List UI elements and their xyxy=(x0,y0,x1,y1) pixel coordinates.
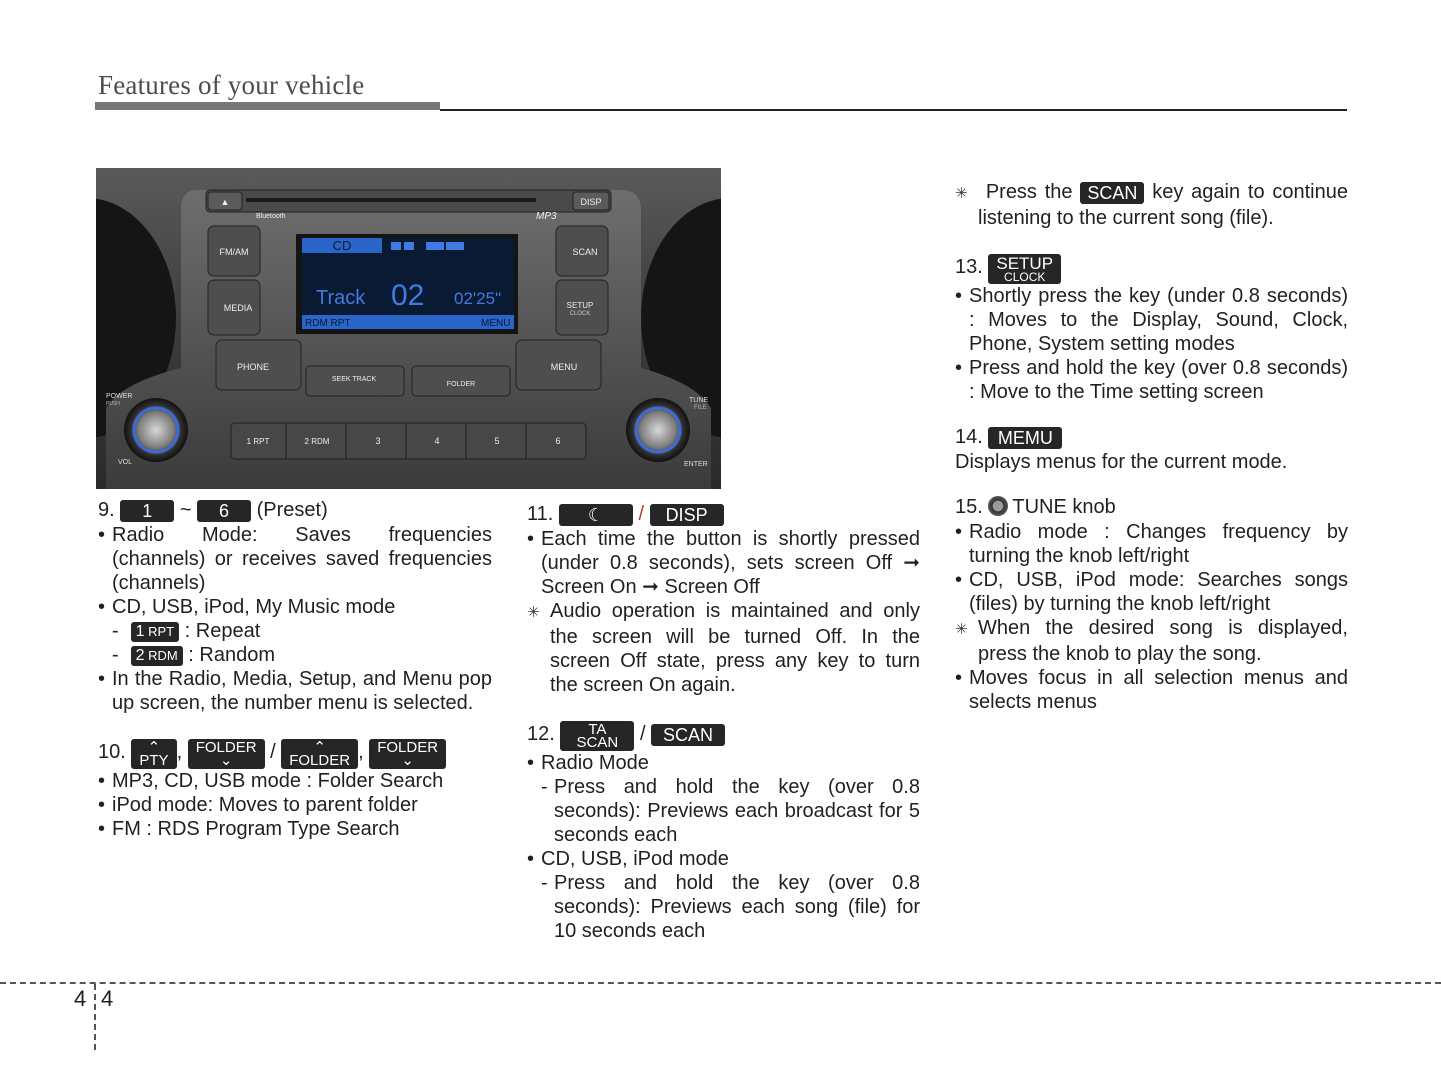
section-13-heading: 13. SETUP CLOCK xyxy=(955,250,1348,284)
folder-down-key: FOLDER ⌄ xyxy=(188,739,265,769)
note-press-knob: ✳ When the desired song is displayed, press the knob to play the song. xyxy=(955,616,1348,666)
vol-label: VOL xyxy=(118,459,133,466)
preset-6-key: 6 xyxy=(197,500,251,522)
disp-key: DISP xyxy=(650,504,724,526)
dash-random: - 2 RDM : Random xyxy=(98,643,492,667)
note-audio-maintained: ✳ Audio operation is maintained and only the screen will be turned Off. In the screen Off state, press any key to turn the screen On again. xyxy=(527,599,920,697)
phone-key-label: PHONE xyxy=(236,362,270,372)
setup-clock-key: SETUP CLOCK xyxy=(988,254,1061,284)
preset-5-label: 5 xyxy=(494,436,500,446)
folder-down-key-2: FOLDER ⌄ xyxy=(369,739,446,769)
disp-key-label: DISP xyxy=(580,197,602,207)
radio-head-unit-image xyxy=(96,168,721,489)
tune-knob-icon-inline xyxy=(988,496,1008,516)
menu-key-label: MENU xyxy=(550,362,578,372)
bullet-cd-usb-mode: • CD, USB, iPod, My Music mode xyxy=(98,595,492,619)
section-10-heading: 10. ⌃ PTY , FOLDER ⌄ / ⌃ FOLDER , FOLDER ⌄ xyxy=(98,735,492,769)
preset-label: (Preset) xyxy=(256,499,328,521)
mp3-logo: MP3 xyxy=(536,211,557,222)
bullet-tune-radio: • Radio mode : Changes frequency by turning the knob left/right xyxy=(955,520,1348,568)
bullet-fm-rds: • FM : RDS Program Type Search xyxy=(98,817,492,841)
file-sublabel: FILE xyxy=(694,405,707,411)
preset-6-label: 6 xyxy=(555,436,561,446)
dash-preview-song: - Press and hold the key (over 0.8 seconds): Previews each song (file) for 10 seconds each xyxy=(527,871,920,943)
page-number: 4 xyxy=(101,986,114,1011)
column-3 xyxy=(955,180,1348,714)
scan-key-inline: SCAN xyxy=(1080,182,1144,204)
page-header-title: Features of your vehicle xyxy=(98,70,365,100)
dash-preview-broadcast: - Press and hold the key (over 0.8 seconds): Previews each broadcast for 5 seconds each xyxy=(527,775,920,847)
media-key-label: MEDIA xyxy=(223,303,253,313)
section-9-heading xyxy=(98,497,492,523)
pty-up-key: ⌃ PTY xyxy=(131,739,176,769)
section-12-heading: 12. TA SCAN / SCAN xyxy=(527,717,920,751)
bullet-number-menu: • In the Radio, Media, Setup, and Menu pop up screen, the number menu is selected. xyxy=(98,667,492,715)
header-rule xyxy=(440,109,1347,111)
section-11-heading: 11. ☾ / DISP xyxy=(527,501,920,527)
clock-key-sublabel: CLOCK xyxy=(569,311,591,317)
tilde: ~ xyxy=(179,499,192,521)
note-scan-again: ✳ Press the SCAN key again to continue listening to the current song (file). xyxy=(955,180,1348,230)
push-sublabel: PUSH xyxy=(106,401,120,407)
header-bar xyxy=(95,102,440,110)
setup-key-label: SETUP xyxy=(566,301,594,310)
enter-label: ENTER xyxy=(684,461,708,468)
folder-rocker-label: FOLDER xyxy=(446,381,476,388)
preset-2-label: 2 RDM xyxy=(304,437,330,446)
footer-vertical-divider xyxy=(94,984,96,1050)
screen-bottom-left: RDM RPT xyxy=(305,318,351,329)
screen-time: 02'25" xyxy=(454,289,502,308)
bullet-screen-toggle: • Each time the button is shortly pressed (under 0.8 seconds), sets screen Off ➞ Screen On ➞ Screen Off xyxy=(527,527,920,599)
screen-bottom-right: MENU xyxy=(481,318,511,329)
random-key: 2 RDM xyxy=(131,646,183,666)
preset-1-label: 1 RPT xyxy=(246,437,270,446)
bullet-setup-hold: • Press and hold the key (over 0.8 seconds) : Move to the Time setting screen xyxy=(955,356,1348,404)
scan-key-label: SCAN xyxy=(572,247,598,257)
bullet-radio-mode-12: • Radio Mode xyxy=(527,751,920,775)
bluetooth-logo: Bluetooth xyxy=(256,213,286,220)
dash-repeat: - 1 RPT : Repeat xyxy=(98,619,492,643)
seek-track-label: SEEK TRACK xyxy=(331,376,377,383)
moon-icon: ☾ xyxy=(587,504,604,525)
section-number: 9. xyxy=(98,499,115,521)
bullet-ipod-parent: • iPod mode: Moves to parent folder xyxy=(98,793,492,817)
column-2 xyxy=(527,501,920,943)
column-1 xyxy=(98,497,492,841)
power-label: POWER xyxy=(106,393,133,400)
footer-divider xyxy=(0,982,1441,984)
section-15-heading: 15. TUNE knob xyxy=(955,496,1116,518)
folder-up-key: ⌃ FOLDER xyxy=(281,739,358,769)
ta-scan-key: TA SCAN xyxy=(560,721,634,751)
bullet-cd-usb-ipod-12: • CD, USB, iPod mode xyxy=(527,847,920,871)
preset-4-label: 4 xyxy=(434,436,440,446)
fm-am-key-label: FM/AM xyxy=(219,247,249,257)
bullet-focus-menus: • Moves focus in all selection menus and selects menus xyxy=(955,666,1348,714)
section-14-heading: 14. MEMU xyxy=(955,424,1348,450)
scan-key: SCAN xyxy=(651,724,725,746)
screen-mode-label: CD xyxy=(332,238,352,253)
menu-description: Displays menus for the current mode. xyxy=(955,451,1288,473)
bullet-setup-short: • Shortly press the key (under 0.8 seconds) : Moves to the Display, Sound, Clock, Phone, System setting modes xyxy=(955,284,1348,356)
bullet-radio-mode: • Radio Mode: Saves frequencies (channels) or receives saved frequencies (channels) xyxy=(98,523,492,595)
memu-key: MEMU xyxy=(988,427,1062,449)
preset-3-label: 3 xyxy=(375,436,381,446)
bullet-tune-cd: • CD, USB, iPod mode: Searches songs (files) by turning the knob left/right xyxy=(955,568,1348,616)
bullet-folder-search: • MP3, CD, USB mode : Folder Search xyxy=(98,769,492,793)
moon-key xyxy=(559,504,633,526)
tune-label: TUNE xyxy=(689,397,709,404)
repeat-key: 1 RPT xyxy=(131,622,180,642)
screen-track-number: 02 xyxy=(391,279,425,312)
page-section-number: 4 xyxy=(74,986,87,1011)
preset-1-key: 1 xyxy=(120,500,174,522)
screen-track-label: Track xyxy=(316,287,366,309)
eject-icon: ▲ xyxy=(220,197,230,207)
